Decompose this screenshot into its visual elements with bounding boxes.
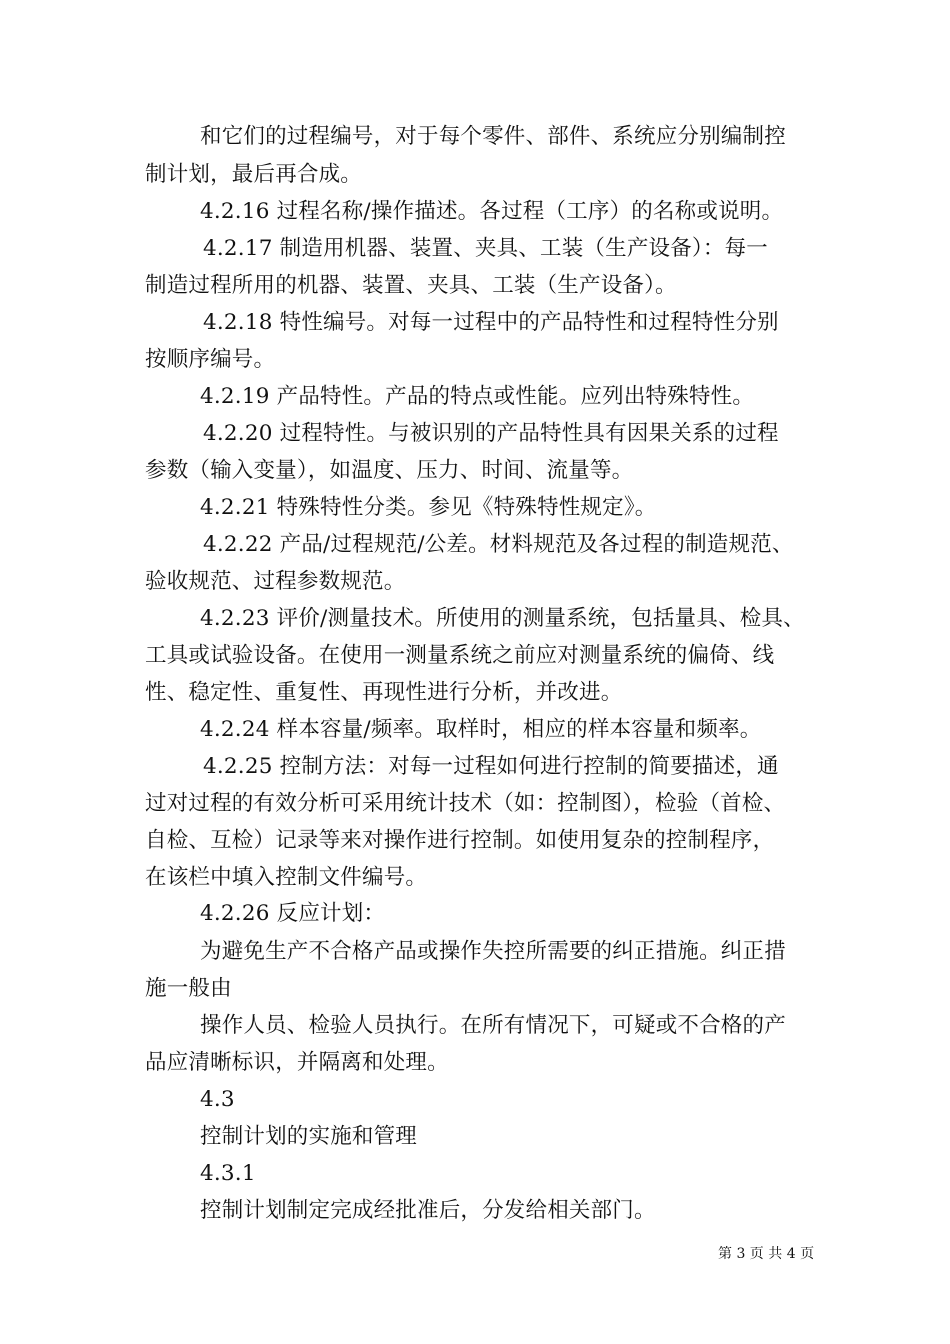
paragraph-line: 4.2.23 评价/测量技术。所使用的测量系统，包括量具、检具、 <box>200 606 805 631</box>
paragraph-line: 4.2.16 过程名称/操作描述。各过程（工序）的名称或说明。 <box>200 199 784 224</box>
section-number: 4.3 <box>200 1087 235 1112</box>
paragraph-line: 性、稳定性、重复性、再现性进行分析，并改进。 <box>145 680 623 705</box>
paragraph-line: 按顺序编号。 <box>145 347 276 372</box>
paragraph-line: 4.2.19 产品特性。产品的特点或性能。应列出特殊特性。 <box>200 384 755 409</box>
paragraph-line: 过对过程的有效分析可采用统计技术（如：控制图），检验（首检、 <box>145 791 786 816</box>
paragraph-line: 为避免生产不合格产品或操作失控所需要的纠正措施。纠正措 <box>200 939 786 964</box>
paragraph-line: 参数（输入变量），如温度、压力、时间、流量等。 <box>145 458 634 483</box>
paragraph-line: 验收规范、过程参数规范。 <box>145 569 406 594</box>
paragraph-line: 4.2.25 控制方法：对每一过程如何进行控制的简要描述，通 <box>203 754 779 779</box>
paragraph-line: 4.2.24 样本容量/频率。取样时，相应的样本容量和频率。 <box>200 717 762 742</box>
page-number-footer: 第 3 页 共 4 页 <box>718 1246 815 1262</box>
subsection-number: 4.3.1 <box>200 1161 256 1186</box>
paragraph-line: 和它们的过程编号，对于每个零件、部件、系统应分别编制控 <box>200 124 786 149</box>
paragraph-line: 自检、互检）记录等来对操作进行控制。如使用复杂的控制程序， <box>145 828 775 853</box>
paragraph-line: 品应清晰标识，并隔离和处理。 <box>145 1050 449 1075</box>
paragraph-line: 施一般由 <box>145 976 232 1001</box>
paragraph-line: 4.2.22 产品/过程规范/公差。材料规范及各过程的制造规范、 <box>203 532 794 557</box>
paragraph-line: 在该栏中填入控制文件编号。 <box>145 865 428 890</box>
paragraph-line: 工具或试验设备。在使用一测量系统之前应对测量系统的偏倚、线 <box>145 643 775 668</box>
paragraph-line: 制造过程所用的机器、装置、夹具、工装（生产设备）。 <box>145 273 677 298</box>
paragraph-line: 4.2.20 过程特性。与被识别的产品特性具有因果关系的过程 <box>203 421 779 446</box>
paragraph-line: 4.2.17 制造用机器、装置、夹具、工装（生产设备）：每一 <box>203 236 768 261</box>
paragraph-line: 4.2.26 反应计划： <box>200 901 386 926</box>
paragraph-line: 制计划，最后再合成。 <box>145 162 363 187</box>
paragraph-line: 4.2.18 特性编号。对每一过程中的产品特性和过程特性分别 <box>203 310 779 335</box>
paragraph-line: 4.2.21 特殊特性分类。参见《特殊特性规定》。 <box>200 495 657 520</box>
paragraph-line: 控制计划制定完成经批准后，分发给相关部门。 <box>200 1198 656 1223</box>
section-heading: 控制计划的实施和管理 <box>200 1124 418 1149</box>
paragraph-line: 操作人员、检验人员执行。在所有情况下，可疑或不合格的产 <box>200 1013 786 1038</box>
